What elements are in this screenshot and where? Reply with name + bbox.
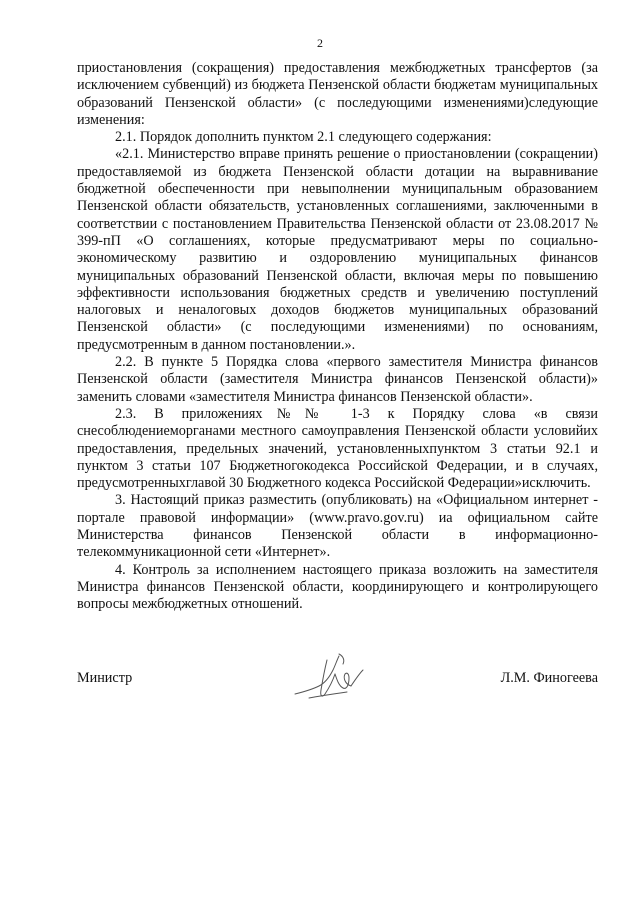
paragraph-3: 3. Настоящий приказ разместить (опубликовать) на «Официальном интернет - портале правовой информации» (www.pravo.gov.ru) иа официальном сайте Министерства финансов Пензенской области в информационно-телекоммуникационной сети «Интернет».	[77, 492, 598, 561]
paragraph-2-1-quote: «2.1. Министерство вправе принять решение о приостановлении (сокращении) предоставляемой из бюджета Пензенской области дотации на выравнивание бюджетной обеспеченности при невыполнении муниципальным образованием Пензенской области обязательств, установленных соглашениями, заключенными в соответствии с постановлением Правительства Пензенской области от 23.08.2017 № 399-пП «О соглашениях, которые предусматривают меры по социально-экономическому развитию и оздоровлению муниципальных финансов муниципальных образований Пензенской области, включая меры по повышению эффективности использования бюджетных средств и увеличению поступлений налоговых и неналоговых доходов бюджетов муниципальных образований Пензенской области» (с последующими изменениями) по основаниям, предусмотренным в данном постановлении.».	[77, 146, 598, 353]
paragraph-2-2: 2.2. В пункте 5 Порядка слова «первого заместителя Министра финансов Пензенской области (заместителя Министра финансов Пензенской области)» заменить словами «заместителя Министра финансов Пензенской области».	[77, 354, 598, 405]
page-number: 2	[317, 36, 323, 50]
paragraph-4: 4. Контроль за исполнением настоящего приказа возложить на заместителя Министра финансов Пензенской области, координирующего и контролирующего вопросы межбюджетных отношений.	[77, 561, 598, 613]
signer-name: Л.М. Финогеева	[500, 670, 598, 686]
handwritten-signature	[289, 650, 369, 706]
signature-block	[77, 666, 598, 706]
paragraph-2-3: 2.3. В приложениях№№ 1-3 к Порядку слова «в связи снесоблюдениеморганами местного самоуправления Пензенской области условийих предоставления, предельных значений, установленныхпунктом 3 статьи 92.1 и пунктом 3 статьи 107 Бюджетногокодекса Российской Федерации, и в случаях, предусмотренныхглавой 30 Бюджетного кодекса Российской Федерации»исключить.	[77, 405, 598, 492]
document-body	[77, 60, 598, 614]
signer-title: Министр	[77, 670, 133, 686]
paragraph-2-1: 2.1. Порядок дополнить пунктом 2.1 следующего содержания:	[115, 129, 492, 146]
paragraph-continuation: приостановления (сокращения) предоставления межбюджетных трансфертов (за исключением субвенций) из бюджета Пензенской области бюджетам муниципальных образований Пензенской области» (с последующими изменениями)следующие изменения:	[77, 60, 598, 128]
